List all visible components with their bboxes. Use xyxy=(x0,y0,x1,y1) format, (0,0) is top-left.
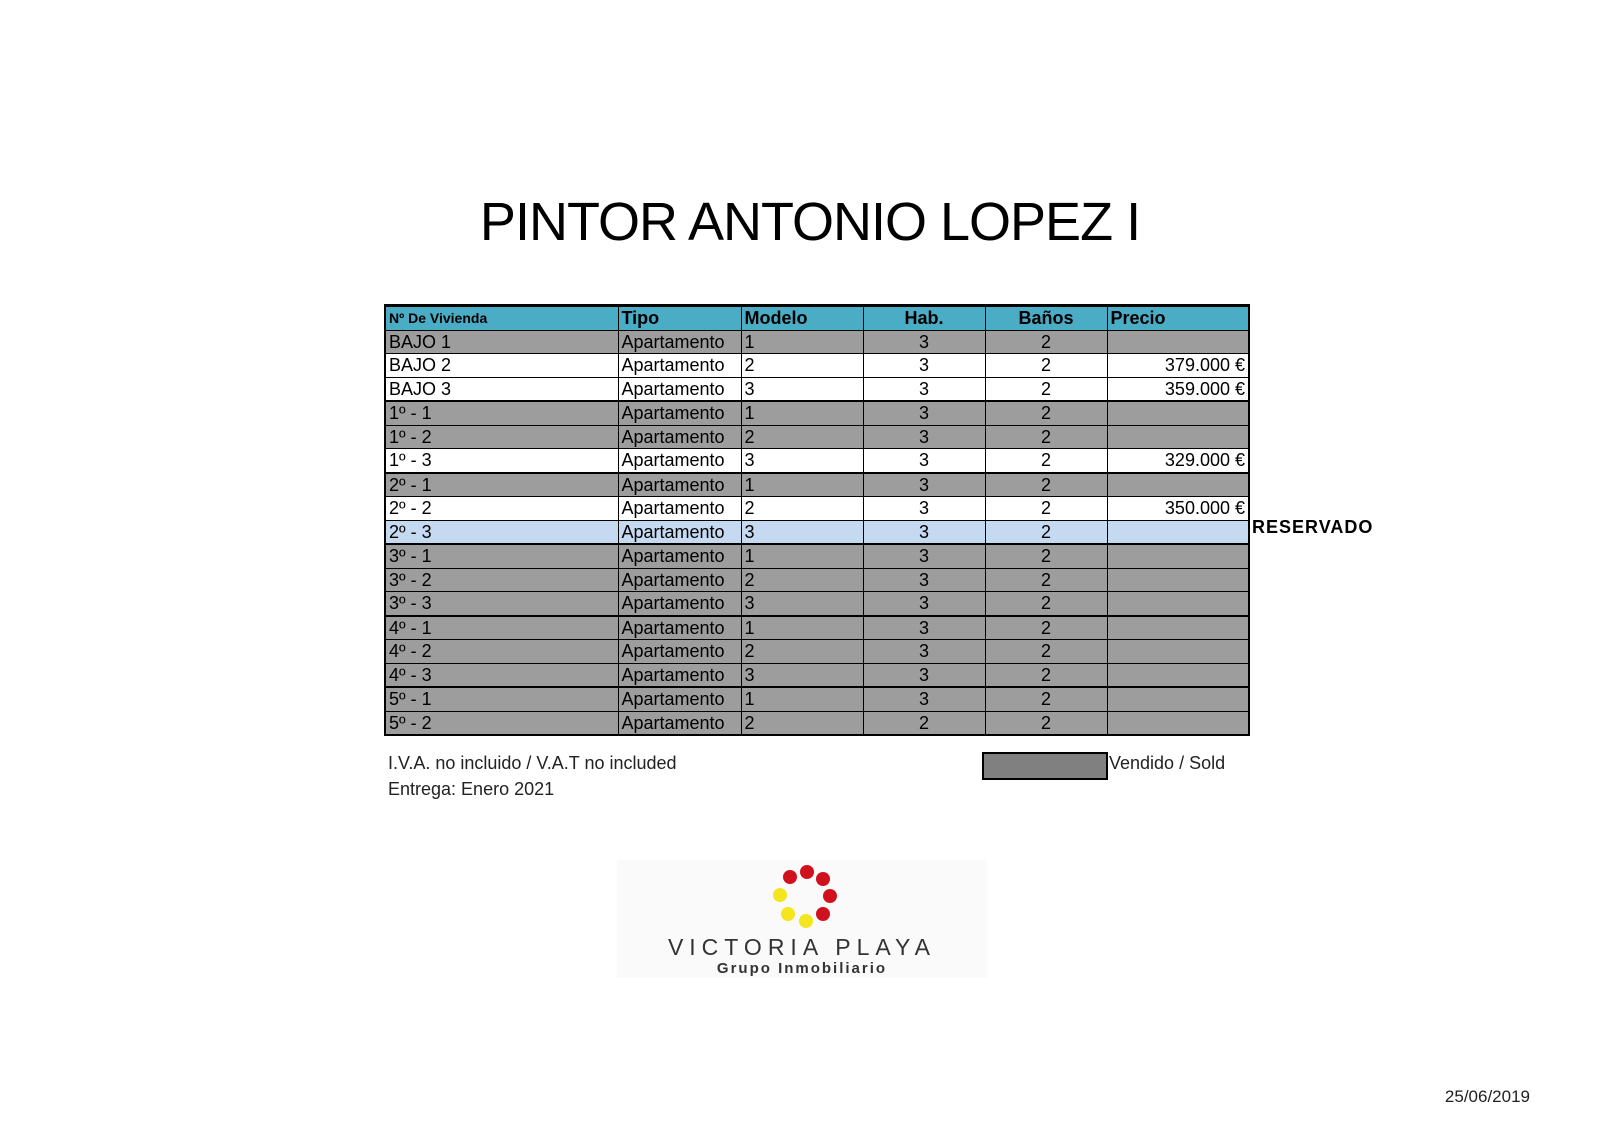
cell-banos: 2 xyxy=(985,330,1107,354)
cell-vivienda: 4º - 1 xyxy=(385,616,618,640)
table-row xyxy=(385,711,1249,735)
cell-modelo: 1 xyxy=(741,616,863,640)
cell-hab: 3 xyxy=(863,640,985,664)
cell-precio: 359.000 € xyxy=(1107,377,1249,401)
cell-banos: 2 xyxy=(985,449,1107,473)
cell-vivienda: 5º - 1 xyxy=(385,687,618,711)
cell-vivienda: 3º - 1 xyxy=(385,544,618,568)
header-vivienda: Nº De Vivienda xyxy=(385,306,618,331)
table-header-row xyxy=(385,306,1249,331)
cell-modelo: 2 xyxy=(741,568,863,592)
table-row xyxy=(385,616,1249,640)
cell-banos: 2 xyxy=(985,711,1107,735)
cell-hab: 2 xyxy=(863,711,985,735)
cell-precio: 350.000 € xyxy=(1107,497,1249,521)
cell-banos: 2 xyxy=(985,592,1107,616)
cell-tipo: Apartamento xyxy=(618,497,741,521)
table-row xyxy=(385,330,1249,354)
cell-precio: 329.000 € xyxy=(1107,449,1249,473)
cell-tipo: Apartamento xyxy=(618,544,741,568)
cell-banos: 2 xyxy=(985,568,1107,592)
cell-hab: 3 xyxy=(863,401,985,425)
header-tipo: Tipo xyxy=(618,306,741,331)
cell-precio xyxy=(1107,425,1249,449)
table-row xyxy=(385,473,1249,497)
cell-banos: 2 xyxy=(985,616,1107,640)
page-title: PINTOR ANTONIO LOPEZ I xyxy=(479,192,1141,252)
cell-tipo: Apartamento xyxy=(618,592,741,616)
cell-vivienda: 1º - 1 xyxy=(385,401,618,425)
cell-tipo: Apartamento xyxy=(618,425,741,449)
delivery-note: Entrega: Enero 2021 xyxy=(388,779,555,799)
cell-banos: 2 xyxy=(985,377,1107,401)
cell-hab: 3 xyxy=(863,592,985,616)
cell-precio xyxy=(1107,544,1249,568)
header-hab: Hab. xyxy=(863,306,985,331)
cell-banos: 2 xyxy=(985,425,1107,449)
cell-vivienda: 1º - 3 xyxy=(385,449,618,473)
cell-tipo: Apartamento xyxy=(618,377,741,401)
cell-banos: 2 xyxy=(985,687,1107,711)
table-row xyxy=(385,449,1249,473)
cell-precio xyxy=(1107,711,1249,735)
cell-banos: 2 xyxy=(985,640,1107,664)
cell-vivienda: BAJO 3 xyxy=(385,377,618,401)
cell-modelo: 1 xyxy=(741,401,863,425)
cell-precio xyxy=(1107,473,1249,497)
table-row xyxy=(385,544,1249,568)
cell-banos: 2 xyxy=(985,354,1107,378)
cell-banos: 2 xyxy=(985,497,1107,521)
table-row xyxy=(385,592,1249,616)
cell-modelo: 2 xyxy=(741,640,863,664)
header-precio: Precio xyxy=(1107,306,1249,331)
sold-legend-label: Vendido / Sold xyxy=(1109,753,1226,773)
table-row xyxy=(385,568,1249,592)
cell-tipo: Apartamento xyxy=(618,449,741,473)
cell-precio xyxy=(1107,616,1249,640)
cell-modelo: 2 xyxy=(741,425,863,449)
cell-precio xyxy=(1107,401,1249,425)
cell-hab: 3 xyxy=(863,687,985,711)
cell-modelo: 3 xyxy=(741,377,863,401)
cell-modelo: 3 xyxy=(741,663,863,687)
cell-vivienda: BAJO 1 xyxy=(385,330,618,354)
cell-precio xyxy=(1107,520,1249,544)
cell-tipo: Apartamento xyxy=(618,473,741,497)
cell-tipo: Apartamento xyxy=(618,663,741,687)
units-table xyxy=(384,304,1250,736)
cell-precio xyxy=(1107,687,1249,711)
cell-precio xyxy=(1107,330,1249,354)
cell-hab: 3 xyxy=(863,330,985,354)
cell-hab: 3 xyxy=(863,544,985,568)
cell-modelo: 2 xyxy=(741,497,863,521)
cell-hab: 3 xyxy=(863,663,985,687)
cell-vivienda: 2º - 3 xyxy=(385,520,618,544)
company-logo xyxy=(617,860,987,978)
cell-vivienda: 4º - 2 xyxy=(385,640,618,664)
cell-modelo: 2 xyxy=(741,711,863,735)
sold-legend-swatch xyxy=(982,752,1108,780)
header-banos: Baños xyxy=(985,306,1107,331)
cell-modelo: 3 xyxy=(741,449,863,473)
logo-subtitle: Grupo Inmobiliario xyxy=(716,960,888,977)
cell-tipo: Apartamento xyxy=(618,520,741,544)
cell-hab: 3 xyxy=(863,473,985,497)
cell-precio xyxy=(1107,568,1249,592)
cell-banos: 2 xyxy=(985,473,1107,497)
cell-hab: 3 xyxy=(863,354,985,378)
cell-hab: 3 xyxy=(863,425,985,449)
cell-vivienda: 4º - 3 xyxy=(385,663,618,687)
cell-hab: 3 xyxy=(863,520,985,544)
cell-modelo: 1 xyxy=(741,687,863,711)
cell-modelo: 3 xyxy=(741,520,863,544)
cell-hab: 3 xyxy=(863,616,985,640)
table-row xyxy=(385,497,1249,521)
cell-banos: 2 xyxy=(985,544,1107,568)
table-row xyxy=(385,640,1249,664)
cell-modelo: 3 xyxy=(741,592,863,616)
cell-tipo: Apartamento xyxy=(618,330,741,354)
cell-vivienda: 1º - 2 xyxy=(385,425,618,449)
cell-tipo: Apartamento xyxy=(618,568,741,592)
cell-vivienda: 5º - 2 xyxy=(385,711,618,735)
cell-precio: 379.000 € xyxy=(1107,354,1249,378)
cell-tipo: Apartamento xyxy=(618,640,741,664)
cell-hab: 3 xyxy=(863,497,985,521)
table-row xyxy=(385,687,1249,711)
document-date: 25/06/2019 xyxy=(1444,1087,1530,1106)
cell-vivienda: 2º - 2 xyxy=(385,497,618,521)
circle-of-dots-logo-icon xyxy=(617,860,987,940)
cell-vivienda: 2º - 1 xyxy=(385,473,618,497)
cell-precio xyxy=(1107,663,1249,687)
units-table-body xyxy=(385,330,1249,735)
table-row xyxy=(385,377,1249,401)
table-row xyxy=(385,354,1249,378)
cell-tipo: Apartamento xyxy=(618,616,741,640)
table-row xyxy=(385,425,1249,449)
cell-banos: 2 xyxy=(985,401,1107,425)
cell-modelo: 1 xyxy=(741,544,863,568)
cell-precio xyxy=(1107,640,1249,664)
logo-name: VICTORIA PLAYA xyxy=(667,934,937,960)
cell-hab: 3 xyxy=(863,377,985,401)
vat-note: I.V.A. no incluido / V.A.T no included xyxy=(388,753,677,773)
cell-vivienda: BAJO 2 xyxy=(385,354,618,378)
header-modelo: Modelo xyxy=(741,306,863,331)
cell-banos: 2 xyxy=(985,663,1107,687)
cell-modelo: 1 xyxy=(741,473,863,497)
cell-hab: 3 xyxy=(863,449,985,473)
cell-banos: 2 xyxy=(985,520,1107,544)
cell-vivienda: 3º - 3 xyxy=(385,592,618,616)
table-row xyxy=(385,401,1249,425)
table-row xyxy=(385,520,1249,544)
cell-modelo: 2 xyxy=(741,354,863,378)
cell-modelo: 1 xyxy=(741,330,863,354)
cell-vivienda: 3º - 2 xyxy=(385,568,618,592)
reserved-label: RESERVADO xyxy=(1252,517,1374,537)
cell-tipo: Apartamento xyxy=(618,354,741,378)
cell-precio xyxy=(1107,592,1249,616)
cell-hab: 3 xyxy=(863,568,985,592)
cell-tipo: Apartamento xyxy=(618,711,741,735)
cell-tipo: Apartamento xyxy=(618,401,741,425)
cell-tipo: Apartamento xyxy=(618,687,741,711)
table-row xyxy=(385,663,1249,687)
